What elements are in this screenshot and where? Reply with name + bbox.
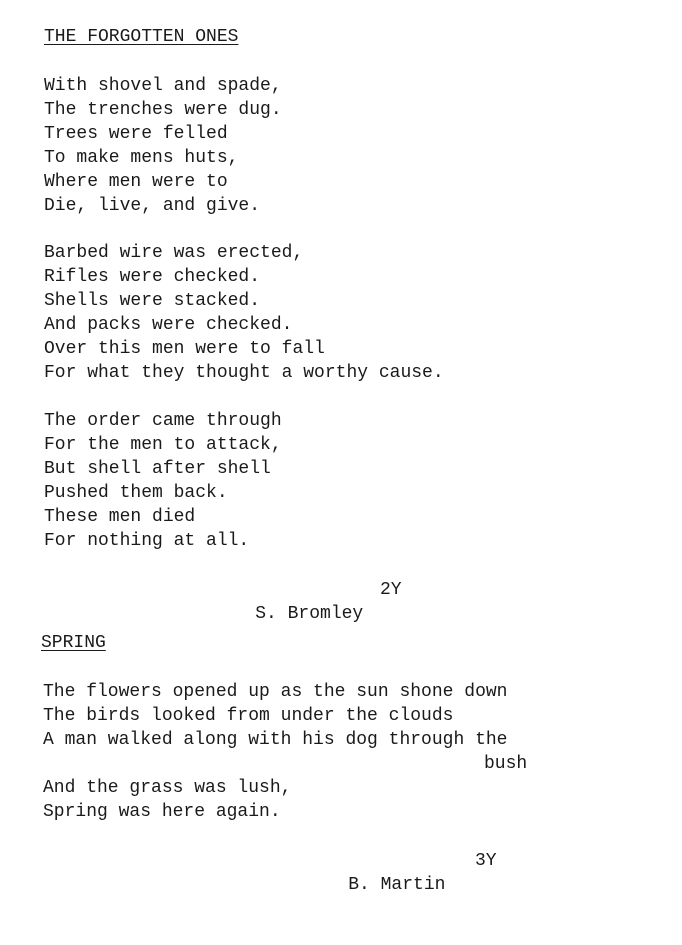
poem-line: Pushed them back. [44,483,228,503]
poem-line: The trenches were dug. [44,100,282,120]
poem-line: With shovel and spade, [44,76,282,96]
poem-line: The order came through [44,411,282,431]
author-form: 3Y [475,851,497,871]
author-form: 2Y [380,580,402,600]
poem1-byline [212,578,432,624]
poem-line: To make mens huts, [44,148,239,168]
poem2-byline [305,849,525,895]
poem-line: For nothing at all. [44,531,250,551]
poem1-stanza-1 [44,74,282,218]
poem-line: But shell after shell [44,459,271,479]
poem-line: Die, live, and give. [44,196,261,216]
poem-line: A man walked along with his dog through the [43,730,508,750]
poem-line: These men died [44,507,196,527]
poem-line: Where men were to [44,172,228,192]
poem-line: For what they thought a worthy cause. [44,363,444,383]
poem-title-spring: SPRING [41,633,106,653]
poem1-stanza-2 [44,241,444,385]
poem-line: Shells were stacked. [44,291,261,311]
poem-line: Rifles were checked. [44,267,261,287]
author-name: B. Martin [348,875,446,895]
poem-title-forgotten-ones: THE FORGOTTEN ONES [44,27,239,47]
poem-line: bush [484,754,528,774]
author-name: S. Bromley [255,604,364,624]
poem-line: Spring was here again. [43,802,281,822]
poem2-stanza [43,680,527,824]
poem-line: Over this men were to fall [44,339,325,359]
poem-line: Trees were felled [44,124,228,144]
poem1-stanza-3 [44,409,282,553]
poem-line: And packs were checked. [44,315,293,335]
poem-line: For the men to attack, [44,435,282,455]
poem-line: And the grass was lush, [43,778,292,798]
poem-line: The birds looked from under the clouds [43,706,454,726]
poem-line: Barbed wire was erected, [44,243,304,263]
poem-line: The flowers opened up as the sun shone down [43,682,508,702]
